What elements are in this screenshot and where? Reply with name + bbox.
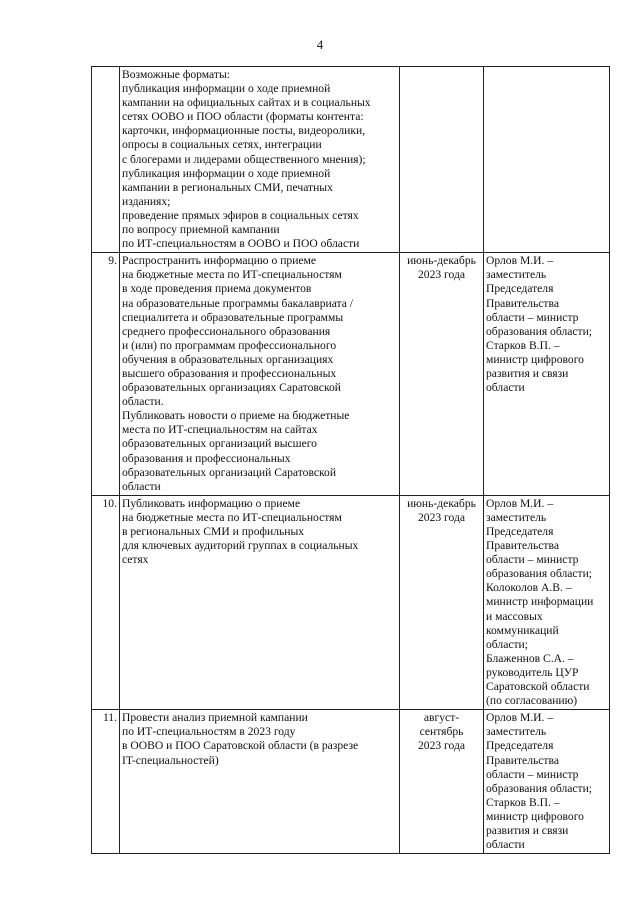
responsible-line: Председателя <box>486 525 554 538</box>
task-cell <box>120 710 400 854</box>
task-line: Провести анализ приемной кампании <box>122 711 308 725</box>
responsible-line: области – министр <box>486 310 579 324</box>
deadline-line: август- <box>423 711 460 725</box>
responsible-line: образования области; <box>486 781 593 795</box>
responsible-line: Председателя <box>486 282 554 296</box>
task-line: сетях ООВО и ПОО области (форматы контента: <box>122 110 364 124</box>
deadline-cell <box>400 495 484 709</box>
responsible-line: заместитель <box>486 268 547 282</box>
task-line: на образовательные программы бакалавриата / <box>122 296 354 310</box>
row-number <box>92 67 120 253</box>
deadline-cell <box>400 710 484 854</box>
responsible-cell <box>484 495 610 709</box>
task-line: образовательных организаций Саратовской <box>122 465 337 479</box>
responsible-line: области <box>486 838 525 852</box>
task-line: для ключевых аудиторий группах в социальных <box>122 539 359 553</box>
task-line: карточки, информационные посты, видеоролики, <box>122 124 366 138</box>
responsible-line: министр информации <box>486 595 594 609</box>
task-line: Возможные форматы: <box>122 68 230 81</box>
responsible-line: и массовых <box>486 609 543 623</box>
responsible-line: Орлов М.И. – <box>486 496 554 510</box>
task-line: публикация информации о ходе приемной <box>122 166 331 180</box>
task-cell <box>120 253 400 496</box>
table-row <box>92 253 610 496</box>
task-line: области. <box>122 395 164 409</box>
responsible-line: заместитель <box>486 725 547 739</box>
task-line: обучения в образовательных организациях <box>122 352 334 366</box>
responsible-line: развития и связи <box>486 366 569 380</box>
task-line: в ООВО и ПОО Саратовской области (в разрезе <box>122 739 359 753</box>
table-row <box>92 495 610 709</box>
page-number: 4 <box>316 37 324 52</box>
table-row <box>92 67 610 253</box>
responsible-cell <box>484 710 610 854</box>
deadline-line: 2023 года <box>417 739 466 753</box>
task-line: публикация информации о ходе приемной <box>122 82 331 96</box>
responsible-line: министр цифрового <box>486 809 584 823</box>
task-line: проведение прямых эфиров в социальных сетях <box>122 208 359 222</box>
task-line: кампании на официальных сайтах и в социальных <box>122 96 371 110</box>
table-row <box>92 710 610 854</box>
task-line: образовательных организациях Саратовской <box>122 381 341 395</box>
task-line: по ИТ-специальностям в ООВО и ПОО области <box>122 237 360 251</box>
task-line: Публиковать новости о приеме на бюджетные <box>122 409 350 423</box>
task-line: среднего профессионального образования <box>122 324 331 338</box>
deadline-cell <box>400 67 484 253</box>
responsible-line: области – министр <box>486 767 579 781</box>
responsible-line: Председателя <box>486 739 554 753</box>
responsible-line: образования области; <box>486 324 593 338</box>
task-line: по вопросу приемной кампании <box>122 223 280 237</box>
deadline-cell <box>400 253 484 496</box>
responsible-cell <box>484 253 610 496</box>
responsible-line: образования области; <box>486 567 593 581</box>
responsible-line: Старков В.П. – <box>486 338 560 352</box>
task-line: высшего образования и профессиональных <box>122 366 337 380</box>
responsible-line: Колоколов А.В. – <box>486 581 572 595</box>
task-line: опросы в социальных сетях, интеграции <box>122 138 322 152</box>
responsible-line: области; <box>486 637 528 651</box>
responsible-line: Старков В.П. – <box>486 795 560 809</box>
deadline-line: июнь-декабрь <box>407 496 476 510</box>
responsible-line: коммуникаций <box>486 623 559 637</box>
responsible-line: области – министр <box>486 553 579 567</box>
row-number: 9. <box>92 253 120 496</box>
task-line: образования и профессиональных <box>122 451 291 465</box>
responsible-line: Орлов М.И. – <box>486 254 554 268</box>
action-plan-table <box>91 66 610 854</box>
deadline-line: сентябрь <box>419 725 464 739</box>
task-line: образовательных организаций высшего <box>122 437 317 451</box>
responsible-line: развития и связи <box>486 823 569 837</box>
task-line: Распространить информацию о приеме <box>122 254 317 268</box>
task-line: Публиковать информацию о приеме <box>122 496 301 510</box>
responsible-line: заместитель <box>486 510 547 524</box>
row-number: 10. <box>92 495 120 709</box>
task-line: с блогерами и лидерами общественного мнения); <box>122 152 366 166</box>
row-number: 11. <box>92 710 120 854</box>
responsible-line: Орлов М.И. – <box>486 711 554 725</box>
responsible-line: области <box>486 381 525 395</box>
task-line: специалитета и образовательные программы <box>122 310 344 324</box>
deadline-line: 2023 года <box>417 268 466 282</box>
responsible-line: Саратовской области <box>486 680 590 694</box>
responsible-line: Блаженнов С.А. – <box>486 651 574 665</box>
task-cell <box>120 67 400 253</box>
task-cell <box>120 495 400 709</box>
deadline-line: 2023 года <box>417 510 466 524</box>
task-line: на бюджетные места по ИТ-специальностям <box>122 510 342 524</box>
responsible-line: министр цифрового <box>486 352 584 366</box>
task-line: на бюджетные места по ИТ-специальностям <box>122 268 342 282</box>
responsible-line: Правительства <box>486 753 559 767</box>
task-line: кампании в региональных СМИ, печатных <box>122 180 333 194</box>
responsible-line: Правительства <box>486 539 559 553</box>
task-line: сетях <box>122 553 149 567</box>
responsible-line: Правительства <box>486 296 559 310</box>
deadline-line: июнь-декабрь <box>407 254 476 268</box>
responsible-cell <box>484 67 610 253</box>
task-line: изданиях; <box>122 194 171 208</box>
task-line: и (или) по программам профессионального <box>122 338 337 352</box>
task-line: по ИТ-специальностям в 2023 году <box>122 725 296 739</box>
responsible-line: (по согласованию) <box>486 694 578 708</box>
task-line: в региональных СМИ и профильных <box>122 525 305 538</box>
action-plan-body <box>92 67 610 854</box>
task-line: в ходе проведения приема документов <box>122 282 312 296</box>
responsible-line: руководитель ЦУР <box>486 665 579 679</box>
task-line: области <box>122 479 161 493</box>
task-line: места по ИТ-специальностям на сайтах <box>122 423 318 437</box>
task-line: IT-специальностей) <box>122 753 219 767</box>
